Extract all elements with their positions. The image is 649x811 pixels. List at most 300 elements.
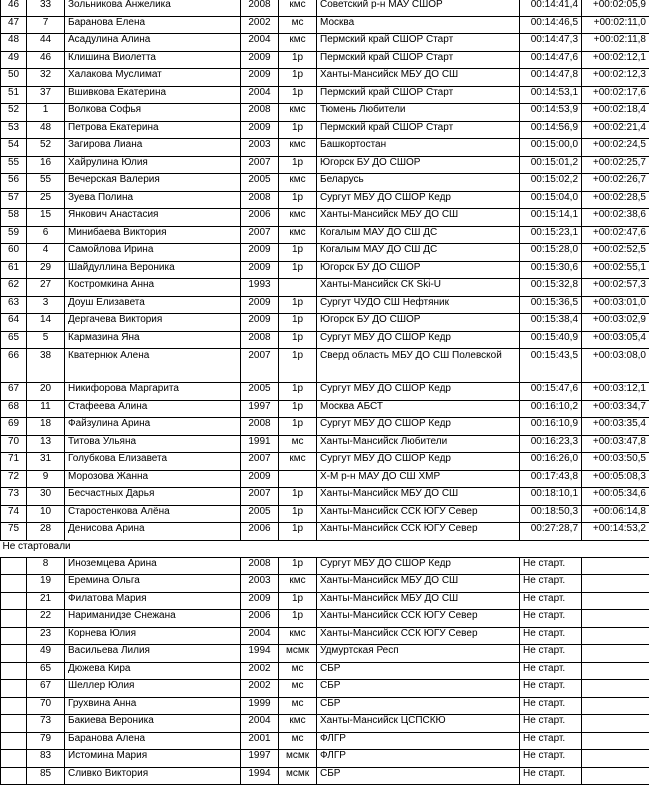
result-row [1, 435, 649, 453]
bib-cell: 21 [27, 592, 65, 610]
name-cell: Бесчастных Дарья [65, 488, 241, 506]
year-cell: 2009 [241, 121, 279, 139]
name-cell: Голубкова Елизавета [65, 453, 241, 471]
place-cell [1, 750, 27, 768]
year-cell: 1999 [241, 697, 279, 715]
team-cell: Сургут МБУ ДО СШОР Кедр [317, 331, 520, 349]
year-cell: 2005 [241, 383, 279, 401]
name-cell: Клишина Виолетта [65, 51, 241, 69]
gap-cell [582, 767, 649, 785]
year-cell: 2003 [241, 575, 279, 593]
bib-cell: 83 [27, 750, 65, 768]
bib-cell: 33 [27, 0, 65, 16]
gap-cell [582, 697, 649, 715]
time-cell: 00:15:40,9 [520, 331, 582, 349]
rank-cell: кмс [279, 104, 317, 122]
dns-row [1, 732, 649, 750]
bib-cell: 6 [27, 226, 65, 244]
team-cell: Сургут МБУ ДО СШОР Кедр [317, 418, 520, 436]
name-cell: Грухвина Анна [65, 697, 241, 715]
rank-cell: мсмк [279, 645, 317, 663]
place-cell [1, 662, 27, 680]
result-row [1, 209, 649, 227]
time-cell: 00:14:56,9 [520, 121, 582, 139]
gap-cell: +00:02:18,4 [582, 104, 649, 122]
team-cell: Ханты-Мансийск СК Ski-U [317, 279, 520, 297]
team-cell: Ханты-Мансийск МБУ ДО СШ [317, 488, 520, 506]
gap-cell: +00:02:12,1 [582, 51, 649, 69]
time-cell: 00:14:46,5 [520, 16, 582, 34]
status-cell: Не старт. [520, 645, 582, 663]
dns-row [1, 645, 649, 663]
bib-cell: 70 [27, 697, 65, 715]
result-row [1, 156, 649, 174]
gap-cell: +00:02:21,4 [582, 121, 649, 139]
team-cell: Ханты-Мансийск МБУ ДО СШ [317, 592, 520, 610]
name-cell: Халакова Муслимат [65, 69, 241, 87]
year-cell: 1993 [241, 279, 279, 297]
gap-cell: +00:02:38,6 [582, 209, 649, 227]
name-cell: Самойлова Ирина [65, 244, 241, 262]
time-cell: 00:17:43,8 [520, 470, 582, 488]
dns-row [1, 697, 649, 715]
place-cell: 53 [1, 121, 27, 139]
place-cell [1, 645, 27, 663]
rank-cell: кмс [279, 0, 317, 16]
dns-row [1, 592, 649, 610]
status-cell: Не старт. [520, 732, 582, 750]
name-cell: Хайрулина Юлия [65, 156, 241, 174]
team-cell: СБР [317, 767, 520, 785]
year-cell: 2009 [241, 51, 279, 69]
place-cell [1, 610, 27, 628]
place-cell: 49 [1, 51, 27, 69]
team-cell: Сверд область МБУ ДО СШ Полевской [317, 349, 520, 383]
status-cell: Не старт. [520, 767, 582, 785]
name-cell: Волкова Софья [65, 104, 241, 122]
team-cell: Сургут МБУ ДО СШОР Кедр [317, 453, 520, 471]
gap-cell [582, 732, 649, 750]
result-row [1, 86, 649, 104]
team-cell: Сургут МБУ ДО СШОР Кедр [317, 191, 520, 209]
result-row [1, 69, 649, 87]
place-cell: 71 [1, 453, 27, 471]
team-cell: Тюмень Любители [317, 104, 520, 122]
time-cell: 00:15:36,5 [520, 296, 582, 314]
team-cell: Ханты-Мансийск МБУ ДО СШ [317, 575, 520, 593]
time-cell: 00:14:53,9 [520, 104, 582, 122]
year-cell: 2009 [241, 470, 279, 488]
gap-cell: +00:03:35,4 [582, 418, 649, 436]
rank-cell: мс [279, 680, 317, 698]
team-cell: Башкортостан [317, 139, 520, 157]
time-cell: 00:15:04,0 [520, 191, 582, 209]
bib-cell: 28 [27, 523, 65, 541]
result-row [1, 488, 649, 506]
year-cell: 2008 [241, 104, 279, 122]
year-cell: 2004 [241, 86, 279, 104]
place-cell: 64 [1, 314, 27, 332]
year-cell: 2007 [241, 156, 279, 174]
bib-cell: 14 [27, 314, 65, 332]
year-cell: 1997 [241, 750, 279, 768]
time-cell: 00:15:47,6 [520, 383, 582, 401]
team-cell: СБР [317, 662, 520, 680]
time-cell: 00:14:47,8 [520, 69, 582, 87]
place-cell [1, 715, 27, 733]
gap-cell [582, 715, 649, 733]
year-cell: 2009 [241, 244, 279, 262]
bib-cell: 46 [27, 51, 65, 69]
name-cell: Петрова Екатерина [65, 121, 241, 139]
time-cell: 00:15:43,5 [520, 349, 582, 383]
result-row [1, 191, 649, 209]
place-cell: 47 [1, 16, 27, 34]
year-cell: 2005 [241, 505, 279, 523]
year-cell: 2009 [241, 314, 279, 332]
name-cell: Истомина Мария [65, 750, 241, 768]
time-cell: 00:15:30,6 [520, 261, 582, 279]
dns-row [1, 767, 649, 785]
bib-cell: 20 [27, 383, 65, 401]
bib-cell: 9 [27, 470, 65, 488]
name-cell: Костромкина Анна [65, 279, 241, 297]
team-cell: Ханты-Мансийск ССК ЮГУ Север [317, 610, 520, 628]
time-cell: 00:16:10,9 [520, 418, 582, 436]
gap-cell: +00:02:28,5 [582, 191, 649, 209]
place-cell: 51 [1, 86, 27, 104]
place-cell: 55 [1, 156, 27, 174]
gap-cell: +00:02:55,1 [582, 261, 649, 279]
time-cell: 00:15:14,1 [520, 209, 582, 227]
bib-cell: 18 [27, 418, 65, 436]
rank-cell: кмс [279, 453, 317, 471]
name-cell: Дюжева Кира [65, 662, 241, 680]
name-cell: Зольникова Анжелика [65, 0, 241, 16]
year-cell: 2009 [241, 592, 279, 610]
year-cell: 1994 [241, 767, 279, 785]
rank-cell: 1р [279, 331, 317, 349]
bib-cell: 29 [27, 261, 65, 279]
status-cell: Не старт. [520, 575, 582, 593]
place-cell: 68 [1, 400, 27, 418]
result-row [1, 16, 649, 34]
time-cell: 00:14:47,6 [520, 51, 582, 69]
result-row [1, 34, 649, 52]
status-cell: Не старт. [520, 557, 582, 575]
result-row [1, 0, 649, 16]
year-cell: 2007 [241, 349, 279, 383]
gap-cell: +00:02:52,5 [582, 244, 649, 262]
team-cell: Югорск БУ ДО СШОР [317, 314, 520, 332]
team-cell: Сургут ЧУДО СШ Нефтяник [317, 296, 520, 314]
result-row [1, 296, 649, 314]
status-cell: Не старт. [520, 627, 582, 645]
place-cell: 74 [1, 505, 27, 523]
year-cell: 2002 [241, 680, 279, 698]
place-cell: 67 [1, 383, 27, 401]
rank-cell: мс [279, 697, 317, 715]
year-cell: 2001 [241, 732, 279, 750]
place-cell [1, 767, 27, 785]
name-cell: Никифорова Маргарита [65, 383, 241, 401]
result-row [1, 279, 649, 297]
rank-cell: мсмк [279, 767, 317, 785]
result-row [1, 139, 649, 157]
gap-cell [582, 645, 649, 663]
bib-cell: 19 [27, 575, 65, 593]
rank-cell: 1р [279, 349, 317, 383]
year-cell: 1997 [241, 400, 279, 418]
team-cell: Ханты-Мансийск ССК ЮГУ Север [317, 627, 520, 645]
time-cell: 00:15:01,2 [520, 156, 582, 174]
bib-cell: 25 [27, 191, 65, 209]
rank-cell [279, 279, 317, 297]
bib-cell: 16 [27, 156, 65, 174]
team-cell: Советский р-н МАУ СШОР [317, 0, 520, 16]
result-row [1, 314, 649, 332]
rank-cell: кмс [279, 715, 317, 733]
result-row [1, 226, 649, 244]
team-cell: Беларусь [317, 174, 520, 192]
year-cell: 2009 [241, 261, 279, 279]
place-cell [1, 592, 27, 610]
name-cell: Минибаева Виктория [65, 226, 241, 244]
gap-cell [582, 627, 649, 645]
gap-cell: +00:02:25,7 [582, 156, 649, 174]
place-cell: 63 [1, 296, 27, 314]
place-cell: 70 [1, 435, 27, 453]
name-cell: Шайдуллина Вероника [65, 261, 241, 279]
time-cell: 00:14:47,3 [520, 34, 582, 52]
bib-cell: 52 [27, 139, 65, 157]
time-cell: 00:14:53,1 [520, 86, 582, 104]
rank-cell: 1р [279, 69, 317, 87]
year-cell: 2006 [241, 523, 279, 541]
time-cell: 00:16:26,0 [520, 453, 582, 471]
year-cell: 2008 [241, 191, 279, 209]
gap-cell [582, 750, 649, 768]
year-cell: 2007 [241, 226, 279, 244]
gap-cell: +00:02:11,8 [582, 34, 649, 52]
rank-cell: мсмк [279, 750, 317, 768]
result-row [1, 349, 649, 383]
rank-cell: 1р [279, 592, 317, 610]
bib-cell: 13 [27, 435, 65, 453]
bib-cell: 55 [27, 174, 65, 192]
gap-cell [582, 662, 649, 680]
rank-cell: 1р [279, 261, 317, 279]
result-row [1, 470, 649, 488]
place-cell: 72 [1, 470, 27, 488]
team-cell: ФЛГР [317, 750, 520, 768]
bib-cell: 44 [27, 34, 65, 52]
year-cell: 2004 [241, 627, 279, 645]
year-cell: 2004 [241, 715, 279, 733]
place-cell: 50 [1, 69, 27, 87]
dns-row [1, 627, 649, 645]
team-cell: Ханты-Мансийск ССК ЮГУ Север [317, 505, 520, 523]
time-cell: 00:27:28,7 [520, 523, 582, 541]
year-cell: 2007 [241, 453, 279, 471]
bib-cell: 11 [27, 400, 65, 418]
gap-cell: +00:03:08,0 [582, 349, 649, 383]
result-row [1, 383, 649, 401]
bib-cell: 30 [27, 488, 65, 506]
place-cell: 46 [1, 0, 27, 16]
bib-cell: 38 [27, 349, 65, 383]
rank-cell: 1р [279, 86, 317, 104]
rank-cell: 1р [279, 244, 317, 262]
dns-section-title: Не стартовали [2, 540, 71, 552]
team-cell: Х-М р-н МАУ ДО СШ ХМР [317, 470, 520, 488]
result-row [1, 121, 649, 139]
rank-cell: 1р [279, 488, 317, 506]
time-cell: 00:15:28,0 [520, 244, 582, 262]
rank-cell: кмс [279, 174, 317, 192]
status-cell: Не старт. [520, 592, 582, 610]
team-cell: СБР [317, 697, 520, 715]
year-cell: 2006 [241, 610, 279, 628]
team-cell: Пермский край СШОР Старт [317, 34, 520, 52]
dns-row [1, 662, 649, 680]
gap-cell [582, 557, 649, 575]
rank-cell: мс [279, 732, 317, 750]
result-row [1, 453, 649, 471]
place-cell [1, 697, 27, 715]
bib-cell: 37 [27, 86, 65, 104]
rank-cell: 1р [279, 400, 317, 418]
gap-cell: +00:02:17,6 [582, 86, 649, 104]
bib-cell: 1 [27, 104, 65, 122]
year-cell: 2005 [241, 174, 279, 192]
bib-cell: 4 [27, 244, 65, 262]
result-row [1, 331, 649, 349]
team-cell: Ханты-Мансийск МБУ ДО СШ [317, 209, 520, 227]
year-cell: 2004 [241, 34, 279, 52]
place-cell: 66 [1, 349, 27, 383]
gap-cell: +00:02:12,3 [582, 69, 649, 87]
bib-cell: 49 [27, 645, 65, 663]
rank-cell: 1р [279, 383, 317, 401]
result-row [1, 51, 649, 69]
gap-cell: +00:03:50,5 [582, 453, 649, 471]
team-cell: ФЛГР [317, 732, 520, 750]
rank-cell: 1р [279, 314, 317, 332]
dns-row [1, 715, 649, 733]
bib-cell: 67 [27, 680, 65, 698]
time-cell: 00:16:10,2 [520, 400, 582, 418]
team-cell: Ханты-Мансийск ЦСПСКЮ [317, 715, 520, 733]
status-cell: Не старт. [520, 750, 582, 768]
year-cell: 1991 [241, 435, 279, 453]
status-cell: Не старт. [520, 662, 582, 680]
year-cell: 2003 [241, 139, 279, 157]
rank-cell: кмс [279, 627, 317, 645]
bib-cell: 3 [27, 296, 65, 314]
rank-cell: 1р [279, 296, 317, 314]
name-cell: Шеллер Юлия [65, 680, 241, 698]
team-cell: Сургут МБУ ДО СШОР Кедр [317, 383, 520, 401]
dns-row [1, 750, 649, 768]
gap-cell: +00:02:26,7 [582, 174, 649, 192]
bib-cell: 10 [27, 505, 65, 523]
year-cell: 2009 [241, 69, 279, 87]
name-cell: Денисова Арина [65, 523, 241, 541]
time-cell: 00:15:38,4 [520, 314, 582, 332]
name-cell: Файзулина Арина [65, 418, 241, 436]
gap-cell: +00:03:34,7 [582, 400, 649, 418]
name-cell: Корнева Юлия [65, 627, 241, 645]
result-row [1, 505, 649, 523]
name-cell: Кватернюк Алена [65, 349, 241, 383]
result-row [1, 104, 649, 122]
place-cell [1, 557, 27, 575]
rank-cell: 1р [279, 191, 317, 209]
dns-row [1, 680, 649, 698]
result-row [1, 244, 649, 262]
rank-cell: кмс [279, 226, 317, 244]
gap-cell: +00:05:08,3 [582, 470, 649, 488]
status-cell: Не старт. [520, 715, 582, 733]
place-cell: 73 [1, 488, 27, 506]
team-cell: Пермский край СШОР Старт [317, 121, 520, 139]
name-cell: Морозова Жанна [65, 470, 241, 488]
time-cell: 00:18:50,3 [520, 505, 582, 523]
gap-cell: +00:02:57,3 [582, 279, 649, 297]
gap-cell: +00:03:01,0 [582, 296, 649, 314]
name-cell: Сливко Виктория [65, 767, 241, 785]
time-cell: 00:15:32,8 [520, 279, 582, 297]
name-cell: Титова Ульяна [65, 435, 241, 453]
team-cell: СБР [317, 680, 520, 698]
place-cell: 52 [1, 104, 27, 122]
rank-cell: 1р [279, 610, 317, 628]
name-cell: Баранова Алена [65, 732, 241, 750]
rank-cell [279, 470, 317, 488]
bib-cell: 8 [27, 557, 65, 575]
time-cell: 00:14:41,4 [520, 0, 582, 16]
dns-section-row [1, 540, 649, 557]
rank-cell: 1р [279, 418, 317, 436]
name-cell: Нариманидзе Снежана [65, 610, 241, 628]
place-cell [1, 575, 27, 593]
place-cell: 61 [1, 261, 27, 279]
rank-cell: 1р [279, 51, 317, 69]
name-cell: Доуш Елизавета [65, 296, 241, 314]
team-cell: Ханты-Мансийск Любители [317, 435, 520, 453]
bib-cell: 32 [27, 69, 65, 87]
place-cell: 59 [1, 226, 27, 244]
name-cell: Иноземцева Арина [65, 557, 241, 575]
gap-cell: +00:02:47,6 [582, 226, 649, 244]
rank-cell: кмс [279, 34, 317, 52]
name-cell: Асадулина Алина [65, 34, 241, 52]
name-cell: Баранова Елена [65, 16, 241, 34]
place-cell: 48 [1, 34, 27, 52]
team-cell: Удмуртская Респ [317, 645, 520, 663]
result-row [1, 261, 649, 279]
name-cell: Филатова Мария [65, 592, 241, 610]
gap-cell [582, 610, 649, 628]
rank-cell: мс [279, 16, 317, 34]
name-cell: Бакиева Вероника [65, 715, 241, 733]
gap-cell: +00:06:14,8 [582, 505, 649, 523]
team-cell: Когалым МАУ ДО СШ ДС [317, 226, 520, 244]
name-cell: Загирова Лиана [65, 139, 241, 157]
rank-cell: мс [279, 662, 317, 680]
rank-cell: 1р [279, 156, 317, 174]
